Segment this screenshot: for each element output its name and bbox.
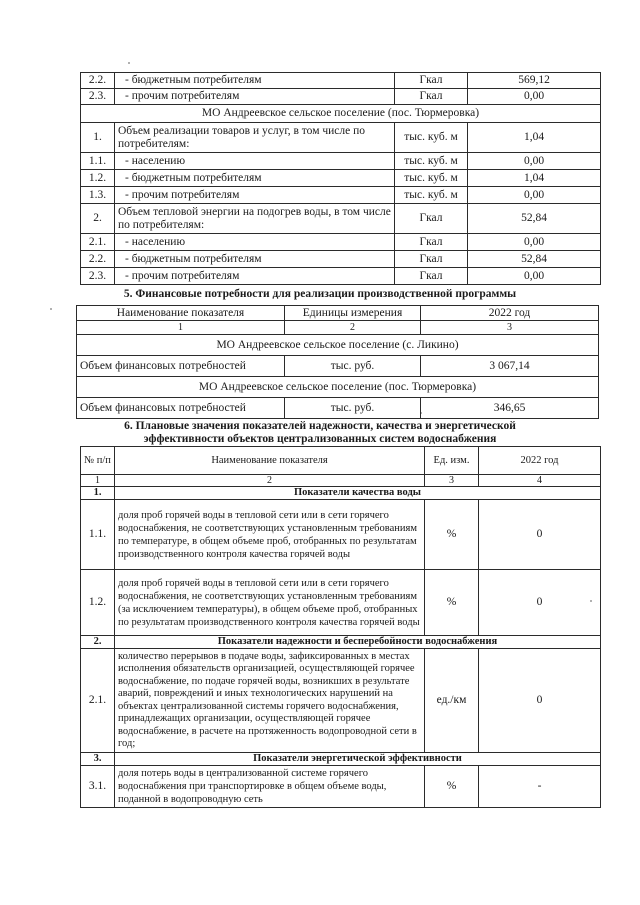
row-number: 1.2. xyxy=(81,170,115,187)
table-row xyxy=(81,234,601,251)
row-number: 2.2. xyxy=(81,73,115,89)
row-unit: ед./км xyxy=(425,649,479,753)
row-value: 1,04 xyxy=(468,123,601,153)
row-value: 0,00 xyxy=(468,268,601,285)
row-value: 0,00 xyxy=(468,89,601,105)
group-number: 1. xyxy=(81,487,115,500)
group-number: 3. xyxy=(81,753,115,766)
row-number: 1.2. xyxy=(81,570,115,636)
row-unit: % xyxy=(425,500,479,570)
section6-title-line2: эффективности объектов централизованных систем водоснабжения xyxy=(143,433,497,445)
row-name: - бюджетным потребителям xyxy=(115,251,395,268)
row-value: 346,65 xyxy=(421,398,599,419)
column-header: Наименование показателя xyxy=(77,306,285,321)
row-name: Объем финансовых потребностей xyxy=(77,356,285,377)
row-name: - прочим потребителям xyxy=(115,268,395,285)
section5-title: 5. Финансовые потребности для реализации производственной программы xyxy=(123,288,517,300)
row-value: 0,00 xyxy=(468,234,601,251)
table-row xyxy=(81,187,601,204)
column-number: 3 xyxy=(425,475,479,487)
column-header-year: 2022 год xyxy=(479,447,601,475)
row-value: 569,12 xyxy=(468,73,601,89)
table-row xyxy=(81,153,601,170)
row-value: 3 067,14 xyxy=(421,356,599,377)
section-header: МО Андреевское сельское поселение (пос. Тюрмеровка) xyxy=(81,105,601,123)
group-row xyxy=(77,377,599,398)
column-number: 2 xyxy=(285,321,421,335)
row-name: доля потерь воды в централизованной системе горячего водоснабжения при транспортировке в общем объеме воды, поданной в водопроводную сеть xyxy=(115,766,425,808)
row-number: 3.1. xyxy=(81,766,115,808)
section-header-row xyxy=(81,105,601,123)
row-value: 0,00 xyxy=(468,187,601,204)
column-header-number: № п/п xyxy=(81,447,115,475)
group-row xyxy=(81,487,601,500)
column-number-row xyxy=(77,321,599,335)
row-name: - бюджетным потребителям xyxy=(115,170,395,187)
table-row xyxy=(81,123,601,153)
row-unit: % xyxy=(425,766,479,808)
row-number: 1.1. xyxy=(81,500,115,570)
financial-needs-table xyxy=(76,305,599,419)
table-header-row xyxy=(77,306,599,321)
column-header-unit: Ед. изм. xyxy=(425,447,479,475)
row-value: - xyxy=(479,766,601,808)
group-title: МО Андреевское сельское поселение (пос. Тюрмеровка) xyxy=(77,377,599,398)
column-number-row xyxy=(81,475,601,487)
row-value: 52,84 xyxy=(468,204,601,234)
row-name: - населению xyxy=(115,234,395,251)
group-row xyxy=(77,335,599,356)
row-value: 0 xyxy=(479,500,601,570)
row-value: 0,00 xyxy=(468,153,601,170)
row-name: доля проб горячей воды в тепловой сети или в сети горячего водоснабжения, не соответствующих установленным требованиям по температуре, в общем объеме проб, отобранных по результатам производственного контроля качества горячей воды xyxy=(115,500,425,570)
row-name: - бюджетным потребителям xyxy=(115,73,395,89)
column-header: 2022 год xyxy=(421,306,599,321)
group-row xyxy=(81,753,601,766)
row-unit: тыс. куб. м xyxy=(395,153,468,170)
row-unit: тыс. куб. м xyxy=(395,187,468,204)
section6-title-line1: 6. Плановые значения показателей надежности, качества и энергетической xyxy=(124,420,516,432)
table-row xyxy=(77,398,599,419)
row-unit: тыс. руб. xyxy=(285,398,421,419)
group-row xyxy=(81,636,601,649)
row-number: 2.3. xyxy=(81,89,115,105)
scan-speck xyxy=(128,62,130,64)
group-number: 2. xyxy=(81,636,115,649)
row-unit: тыс. руб. xyxy=(285,356,421,377)
row-value: 52,84 xyxy=(468,251,601,268)
row-name: количество перерывов в подаче воды, зафиксированных в местах исполнения обязательств организацией, осуществляющей горячее водоснабжение, по подаче горячей воды, возникших в результате аварий, повреждений и иных технологических нарушений на объектах централизованной системы горячего водоснабжения, принадлежащих организации, осуществляющей горячее водоснабжение, в расчете на протяженность водопроводной сети в год; xyxy=(115,649,425,753)
row-unit: Гкал xyxy=(395,268,468,285)
row-number: 2.3. xyxy=(81,268,115,285)
row-unit: Гкал xyxy=(395,251,468,268)
column-number: 1 xyxy=(77,321,285,335)
table-row xyxy=(81,89,601,105)
row-number: 2.1. xyxy=(81,649,115,753)
volume-table xyxy=(80,72,601,285)
group-title: Показатели надежности и бесперебойности водоснабжения xyxy=(115,636,601,649)
column-number: 1 xyxy=(81,475,115,487)
table-row xyxy=(81,204,601,234)
row-unit: Гкал xyxy=(395,234,468,251)
group-title: МО Андреевское сельское поселение (с. Ликино) xyxy=(77,335,599,356)
table-row xyxy=(81,500,601,570)
table-row xyxy=(81,73,601,89)
row-value: 0 xyxy=(479,570,601,636)
row-name: - прочим потребителям xyxy=(115,89,395,105)
row-number: 2. xyxy=(81,204,115,234)
group-title: Показатели качества воды xyxy=(115,487,601,500)
column-header-name: Наименование показателя xyxy=(115,447,425,475)
row-unit: % xyxy=(425,570,479,636)
table-row xyxy=(81,766,601,808)
row-number: 1.3. xyxy=(81,187,115,204)
row-name: доля проб горячей воды в тепловой сети или в сети горячего водоснабжения, не соответствующих установленным требованиям (за исключением температуры), в общем объеме проб, отобранных по результатам производственного контроля качества горячей воды xyxy=(115,570,425,636)
row-name: Объем тепловой энергии на подогрев воды, в том числе по потребителям: xyxy=(115,204,395,234)
column-number: 4 xyxy=(479,475,601,487)
row-number: 1.1. xyxy=(81,153,115,170)
column-number: 3 xyxy=(421,321,599,335)
row-value: 1,04 xyxy=(468,170,601,187)
row-name: - прочим потребителям xyxy=(115,187,395,204)
row-name: Объем финансовых потребностей xyxy=(77,398,285,419)
table-row xyxy=(81,570,601,636)
table-row xyxy=(81,170,601,187)
row-unit: тыс. куб. м xyxy=(395,170,468,187)
indicators-table xyxy=(80,446,601,808)
group-title: Показатели энергетической эффективности xyxy=(115,753,601,766)
table-row xyxy=(81,268,601,285)
table-row xyxy=(81,649,601,753)
table-row xyxy=(81,251,601,268)
row-number: 1. xyxy=(81,123,115,153)
row-name: - населению xyxy=(115,153,395,170)
row-unit: Гкал xyxy=(395,204,468,234)
row-value: 0 xyxy=(479,649,601,753)
row-number: 2.2. xyxy=(81,251,115,268)
row-unit: Гкал xyxy=(395,89,468,105)
column-header: Единицы измерения xyxy=(285,306,421,321)
row-unit: тыс. куб. м xyxy=(395,123,468,153)
column-number: 2 xyxy=(115,475,425,487)
scan-speck xyxy=(50,308,52,310)
row-name: Объем реализации товаров и услуг, в том числе по потребителям: xyxy=(115,123,395,153)
table-header-row xyxy=(81,447,601,475)
table-row xyxy=(77,356,599,377)
row-unit: Гкал xyxy=(395,73,468,89)
row-number: 2.1. xyxy=(81,234,115,251)
